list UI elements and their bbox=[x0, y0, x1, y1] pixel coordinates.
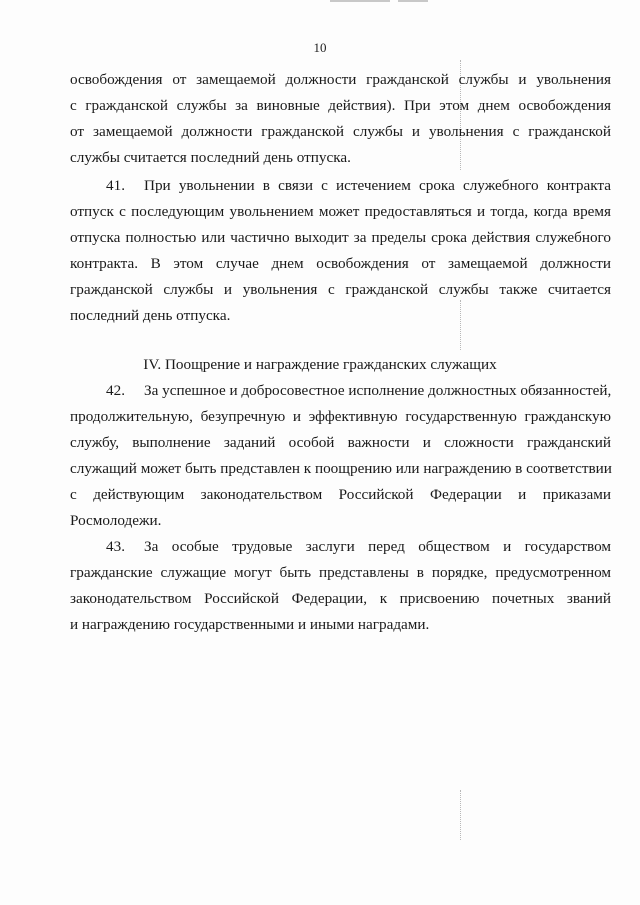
text-line: освобождения от замещаемой должности гражданской службы и увольнения bbox=[70, 71, 611, 88]
text-line: За особые трудовые заслуги перед обществом и государством bbox=[144, 538, 611, 555]
paragraph-number: 43. bbox=[106, 538, 125, 555]
text-line: При увольнении в связи с истечением срока служебного контракта bbox=[144, 177, 611, 194]
text-line: службы считается последний день отпуска. bbox=[70, 149, 351, 166]
text-line: служащий может быть представлен к поощрению или награждению в соответствии bbox=[70, 460, 612, 477]
text-line: гражданские служащие могут быть представлены в порядке, предусмотренном bbox=[70, 564, 611, 581]
text-line: законодательством Российской Федерации, к присвоению почетных званий bbox=[70, 590, 611, 607]
page-number: 10 bbox=[313, 40, 327, 55]
paragraph-number: 42. bbox=[106, 382, 125, 399]
text-line: гражданской службы и увольнения с гражданской службы также считается bbox=[70, 281, 611, 298]
text-line: контракта. В этом случае днем освобождения от замещаемой должности bbox=[70, 255, 611, 272]
text-line: от замещаемой должности гражданской службы и увольнения с гражданской bbox=[70, 123, 611, 140]
text-line: отпуск с последующим увольнением может предоставляться и тогда, когда время bbox=[70, 203, 611, 220]
scan-artifact bbox=[330, 0, 390, 2]
section-heading: IV. Поощрение и награждение гражданских служащих bbox=[143, 356, 497, 373]
text-line: отпуска полностью или частично выходит за пределы срока действия служебного bbox=[70, 229, 611, 246]
scan-artifact bbox=[460, 790, 462, 840]
text-line: службу, выполнение заданий особой важности и сложности гражданский bbox=[70, 434, 611, 451]
text-line: продолжительную, безупречную и эффективную государственную гражданскую bbox=[70, 408, 611, 425]
text-line: Росмолодежи. bbox=[70, 512, 162, 529]
paragraph-number: 41. bbox=[106, 177, 125, 194]
text-line: с действующим законодательством Российской Федерации и приказами bbox=[70, 486, 611, 503]
scan-artifact bbox=[460, 300, 462, 350]
text-line: последний день отпуска. bbox=[70, 307, 231, 324]
scan-artifact bbox=[398, 0, 428, 2]
text-line: За успешное и добросовестное исполнение должностных обязанностей, bbox=[144, 382, 612, 399]
text-line: с гражданской службы за виновные действия). При этом днем освобождения bbox=[70, 97, 611, 114]
text-line: и награждению государственными и иными наградами. bbox=[70, 616, 430, 633]
